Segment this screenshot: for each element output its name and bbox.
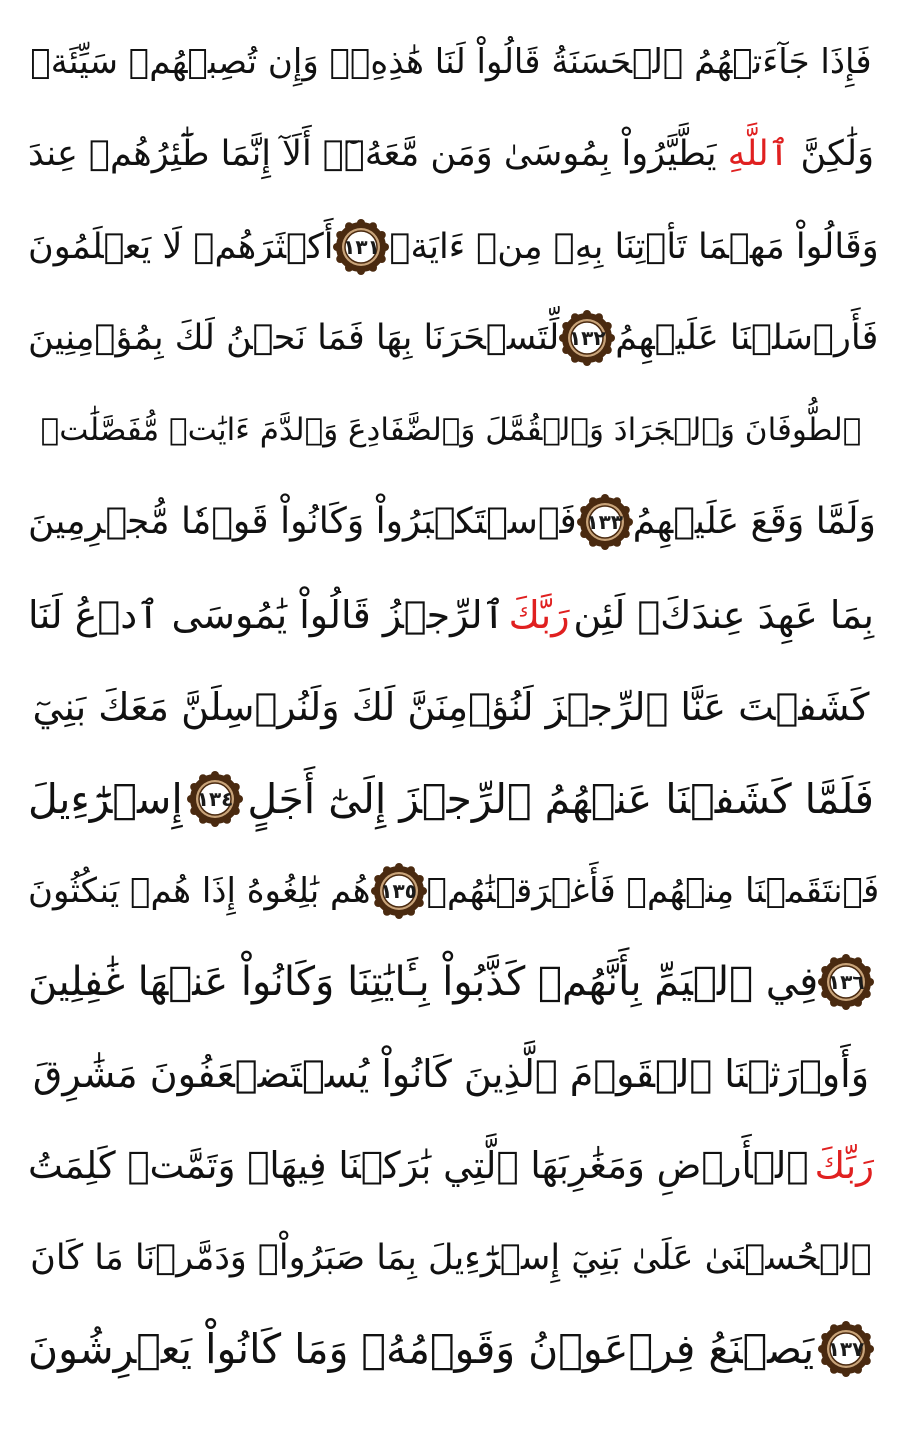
verse-text: لِّتَسۡحَرَنَا بِهَا فَمَا نَحۡنُ لَكَ بِمُؤۡمِنِينَ	[28, 318, 560, 358]
verse-text: فَإِذَا جَآءَتۡهُمُ ٱلۡحَسَنَةُ قَالُواْ لَنَا هَٰذِهِۦۖ وَإِن تُصِبۡهُمۡ سَيِّئَةٞ	[30, 42, 872, 82]
text-line	[28, 1030, 874, 1118]
text-line	[28, 755, 874, 843]
verse-text: ٱلطُّوفَانَ وَٱلۡجَرَادَ وَٱلۡقُمَّلَ وَٱلضَّفَادِعَ وَٱلدَّمَ ءَايَٰتٖ مُّفَصَّلَٰتٖ	[40, 412, 862, 448]
verse-text: بِمَا عَهِدَ عِندَكَۖ لَئِن	[573, 593, 874, 637]
verse-text: فِي ٱلۡيَمِّ بِأَنَّهُمۡ كَذَّبُواْ بِـَٔايَٰتِنَا وَكَانُواْ عَنۡهَا غَٰفِلِينَ	[28, 959, 819, 1005]
verse-number: ١٣١	[343, 235, 380, 259]
text-line	[28, 847, 880, 935]
text-line	[28, 938, 874, 1026]
verse-text: ٱلرِّجۡزُ قَالُواْ يَٰمُوسَى ٱدۡعُ لَنَا	[28, 593, 505, 637]
verse-number-marker	[333, 219, 389, 275]
verse-number: ١٣٧	[827, 1337, 865, 1361]
text-line	[28, 203, 879, 291]
verse-text: أَكۡثَرَهُمۡ لَا يَعۡلَمُونَ	[28, 227, 334, 267]
text-line	[28, 663, 874, 751]
verse-text: فَلَمَّا كَشَفۡنَا عَنۡهُمُ ٱلرِّجۡزَ إِلَىٰٓ أَجَلٍ	[247, 775, 874, 823]
text-line	[28, 110, 874, 198]
verse-text: فَأَرۡسَلۡنَا عَلَيۡهِمُ	[615, 318, 879, 358]
text-line	[28, 294, 879, 382]
text-line	[28, 478, 874, 566]
quran-page	[28, 18, 880, 1418]
verse-number: ١٣٢	[568, 326, 606, 350]
verse-text: كَشَفۡتَ عَنَّا ٱلرِّجۡزَ لَنُؤۡمِنَنَّ لَكَ وَلَنُرۡسِلَنَّ مَعَكَ بَنِيٓ	[32, 685, 870, 729]
verse-number: ١٣٤	[196, 787, 234, 811]
verse-text: ٱلۡحُسۡنَىٰ عَلَىٰ بَنِيٓ إِسۡرَٰٓءِيلَ بِمَا صَبَرُواْۖ وَدَمَّرۡنَا مَا كَانَ	[30, 1238, 872, 1278]
text-line	[28, 1214, 874, 1302]
verse-text: يَطَّيَّرُواْ بِمُوسَىٰ وَمَن مَّعَهُۥٓۗ أَلَآ إِنَّمَا طَٰٓئِرُهُمۡ عِندَ	[28, 134, 717, 174]
verse-text: ٱلۡأَرۡضِ وَمَغَٰرِبَهَا ٱلَّتِي بَٰرَكۡنَا فِيهَاۖ وَتَمَّتۡ كَلِمَتُ	[28, 1144, 809, 1187]
verse-number-marker	[577, 494, 633, 550]
verse-number-marker	[818, 954, 874, 1010]
verse-text: وَأَوۡرَثۡنَا ٱلۡقَوۡمَ ٱلَّذِينَ كَانُواْ يُسۡتَضۡعَفُونَ مَشَٰرِقَ	[32, 1052, 870, 1096]
verse-text: وَلَٰكِنَّ	[800, 134, 874, 174]
text-line	[28, 386, 874, 474]
verse-number-marker	[559, 310, 615, 366]
text-line	[28, 18, 874, 106]
divine-name-text: رَبَّكَ	[508, 593, 570, 637]
verse-number-marker	[818, 1321, 874, 1377]
verse-text: وَلَمَّا وَقَعَ عَلَيۡهِمُ	[632, 501, 876, 542]
verse-number: ١٣٣	[586, 510, 623, 534]
verse-number-marker	[187, 771, 243, 827]
verse-number-marker	[371, 863, 427, 919]
verse-text: فَٱنتَقَمۡنَا مِنۡهُمۡ فَأَغۡرَقۡنَٰهُمۡ	[426, 871, 880, 911]
verse-text: إِسۡرَٰٓءِيلَ	[28, 775, 183, 823]
verse-text: يَصۡنَعُ فِرۡعَوۡنُ وَقَوۡمُهُۥ وَمَا كَانُواْ يَعۡرِشُونَ	[28, 1325, 815, 1373]
verse-number: ١٣٦	[827, 970, 865, 994]
divine-name-text: ٱللَّهِ	[727, 134, 790, 174]
text-line	[28, 1305, 874, 1393]
verse-text: فَٱسۡتَكۡبَرُواْ وَكَانُواْ قَوۡمٗا مُّجۡرِمِينَ	[28, 501, 577, 542]
verse-text: هُم بَٰلِغُوهُ إِذَا هُمۡ يَنكُثُونَ	[28, 871, 371, 911]
verse-text: وَقَالُواْ مَهۡمَا تَأۡتِنَا بِهِۦ مِنۡ ءَايَةٖ	[389, 227, 879, 267]
text-line	[28, 1122, 874, 1210]
divine-name-text: رَبِّكَ	[814, 1144, 874, 1187]
verse-number: ١٣٥	[380, 879, 417, 903]
text-line	[28, 571, 874, 659]
